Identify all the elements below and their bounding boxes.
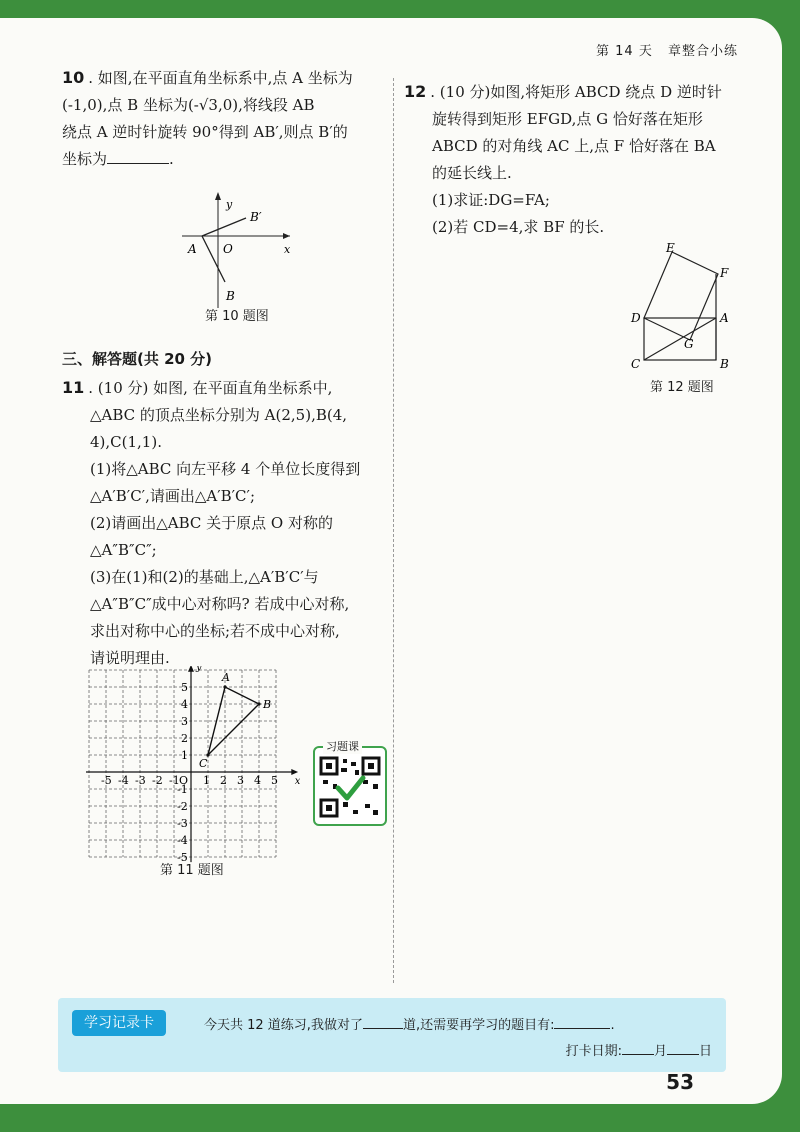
x-axis-arrow — [291, 769, 298, 775]
q11-caption: 第 11 题图 — [160, 863, 224, 878]
page-number: 53 — [666, 1070, 694, 1094]
record-text-1: 今天共 12 道练习,我做对了 — [204, 1018, 363, 1033]
qr-code[interactable] — [313, 740, 387, 826]
q11-line3: 4),C(1,1). — [90, 433, 162, 451]
q12-diagonal-AC — [644, 318, 716, 360]
question-12 — [404, 78, 744, 241]
checkin-date-label: 打卡日期: — [565, 1044, 622, 1059]
vertex-point-B — [257, 702, 260, 705]
q12-label-A: A — [720, 311, 729, 325]
q12-label-F: F — [720, 266, 729, 280]
workbook-page — [0, 18, 782, 1104]
q10-line4: 坐标为 — [62, 150, 108, 168]
question-10 — [62, 64, 387, 173]
y-tick-label: 4 — [181, 698, 188, 711]
y-tick-label: 5 — [181, 681, 188, 694]
review-items-blank[interactable] — [554, 1014, 610, 1029]
q12-label-B: B — [720, 357, 729, 371]
q12-caption: 第 12 题图 — [650, 380, 714, 395]
day-blank[interactable] — [667, 1040, 699, 1055]
q10-label-x: x — [284, 243, 291, 256]
q11-line7: △A″B″C″; — [90, 541, 157, 559]
q10-segment-AB — [202, 236, 225, 282]
q10-line2: (-1,0),点 B 坐标为(-√3,0),将线段 AB — [62, 96, 315, 114]
q10-label-A: A — [188, 242, 197, 256]
qr-pattern — [317, 754, 383, 820]
q10-label-Bprime: B′ — [250, 210, 262, 224]
q11-line10: 求出对称中心的坐标;若不成中心对称, — [90, 622, 340, 640]
x-tick-label: 3 — [237, 774, 244, 787]
q10-label-O: O — [223, 242, 233, 256]
month-label: 月 — [653, 1044, 667, 1059]
q12-label-C: C — [631, 357, 641, 371]
vertex-label-A: A — [222, 671, 230, 684]
record-summary-line — [204, 1014, 615, 1033]
column-divider — [393, 78, 394, 983]
q12-line4: 的延长线上. — [432, 164, 512, 182]
vertex-label-C: C — [199, 757, 208, 770]
x-tick-label: 2 — [220, 774, 227, 787]
vertex-label-B: B — [263, 698, 272, 711]
record-text-2: 道,还需要再学习的题目有: — [402, 1018, 555, 1033]
day-label: 日 — [698, 1044, 712, 1059]
q10-label-y: y — [226, 198, 233, 211]
record-date-line — [566, 1040, 712, 1059]
section-heading: 三、解答题(共 20 分) — [62, 350, 213, 368]
x-tick-label: -5 — [101, 774, 112, 787]
header-title: 章整合小练 — [667, 44, 738, 59]
record-text-3: . — [610, 1018, 615, 1033]
q10-line4-end: . — [169, 150, 174, 168]
x-tick-label: -1 — [169, 774, 180, 787]
y-tick-label: 1 — [181, 749, 188, 762]
study-record-card — [58, 998, 726, 1072]
q10-answer-blank[interactable] — [107, 149, 169, 164]
correct-count-blank[interactable] — [363, 1014, 403, 1029]
q12-line6: (2)若 CD=4,求 BF 的长. — [432, 218, 605, 236]
x-tick-label: 1 — [203, 774, 210, 787]
study-record-tab: 学习记录卡 — [72, 1010, 166, 1036]
y-tick-label: 3 — [181, 715, 188, 728]
q12-rect-EFGD — [644, 252, 718, 340]
q12-line3: ABCD 的对角线 AC 上,点 F 恰好落在 BA — [432, 137, 716, 155]
q12-label-D: D — [631, 311, 641, 325]
q11-line6: (2)请画出△ABC 关于原点 O 对称的 — [90, 514, 333, 532]
q11-line9: △A″B″C″成中心对称吗? 若成中心对称, — [90, 595, 350, 613]
q11-line1: . (10 分) 如图, 在平面直角坐标系中, — [88, 379, 333, 397]
q10-caption: 第 10 题图 — [205, 309, 269, 324]
page-header — [586, 40, 738, 59]
y-tick-label: 2 — [181, 732, 188, 745]
x-tick-label: -3 — [135, 774, 146, 787]
x-axis-label: x — [294, 776, 300, 787]
x-tick-label: -2 — [152, 774, 163, 787]
q11-coordinate-grid — [86, 666, 300, 870]
q11-line8: (3)在(1)和(2)的基础上,△A′B′C′与 — [90, 568, 319, 586]
y-tick-label: -5 — [177, 851, 188, 864]
q11-number: 11 — [62, 378, 85, 397]
y-tick-label: -3 — [177, 817, 188, 830]
check-icon — [338, 778, 363, 798]
y-axis-arrow — [188, 666, 194, 672]
q12-label-E: E — [666, 241, 675, 255]
qr-label: 习题课 — [323, 738, 362, 754]
question-11 — [62, 374, 387, 672]
x-tick-label: -4 — [118, 774, 129, 787]
q12-line5: (1)求证:DG=FA; — [432, 191, 550, 209]
q12-number: 12 — [404, 82, 427, 101]
q10-label-B: B — [226, 289, 235, 303]
y-tick-label: -2 — [177, 800, 188, 813]
q12-line1: . (10 分)如图,将矩形 ABCD 绕点 D 逆时针 — [430, 83, 722, 101]
x-tick-label: 5 — [271, 774, 278, 787]
q11-line11: 请说明理由. — [90, 649, 170, 667]
header-day: 第 14 天 — [596, 44, 653, 59]
x-tick-label: O — [179, 774, 189, 787]
q10-segment-ABp — [202, 218, 246, 236]
q11-line4: (1)将△ABC 向左平移 4 个单位长度得到 — [90, 460, 361, 478]
q10-figure — [180, 178, 300, 313]
y-tick-label: -4 — [177, 834, 188, 847]
q12-figure — [626, 240, 736, 372]
q10-line3: 绕点 A 逆时针旋转 90°得到 AB′,则点 B′的 — [62, 123, 348, 141]
month-blank[interactable] — [622, 1040, 654, 1055]
q11-line5: △A′B′C′,请画出△A′B′C′; — [90, 487, 255, 505]
y-tick-label: -1 — [177, 783, 188, 796]
q12-label-G: G — [684, 337, 694, 351]
x-tick-label: 4 — [254, 774, 261, 787]
q10-number: 10 — [62, 68, 85, 87]
y-axis-label: y — [196, 666, 202, 673]
vertex-point-A — [223, 685, 226, 688]
q11-line2: △ABC 的顶点坐标分别为 A(2,5),B(4, — [90, 406, 348, 424]
q10-line1: . 如图,在平面直角坐标系中,点 A 坐标为 — [88, 69, 353, 87]
q12-line2: 旋转得到矩形 EFGD,点 G 恰好落在矩形 — [432, 110, 703, 128]
